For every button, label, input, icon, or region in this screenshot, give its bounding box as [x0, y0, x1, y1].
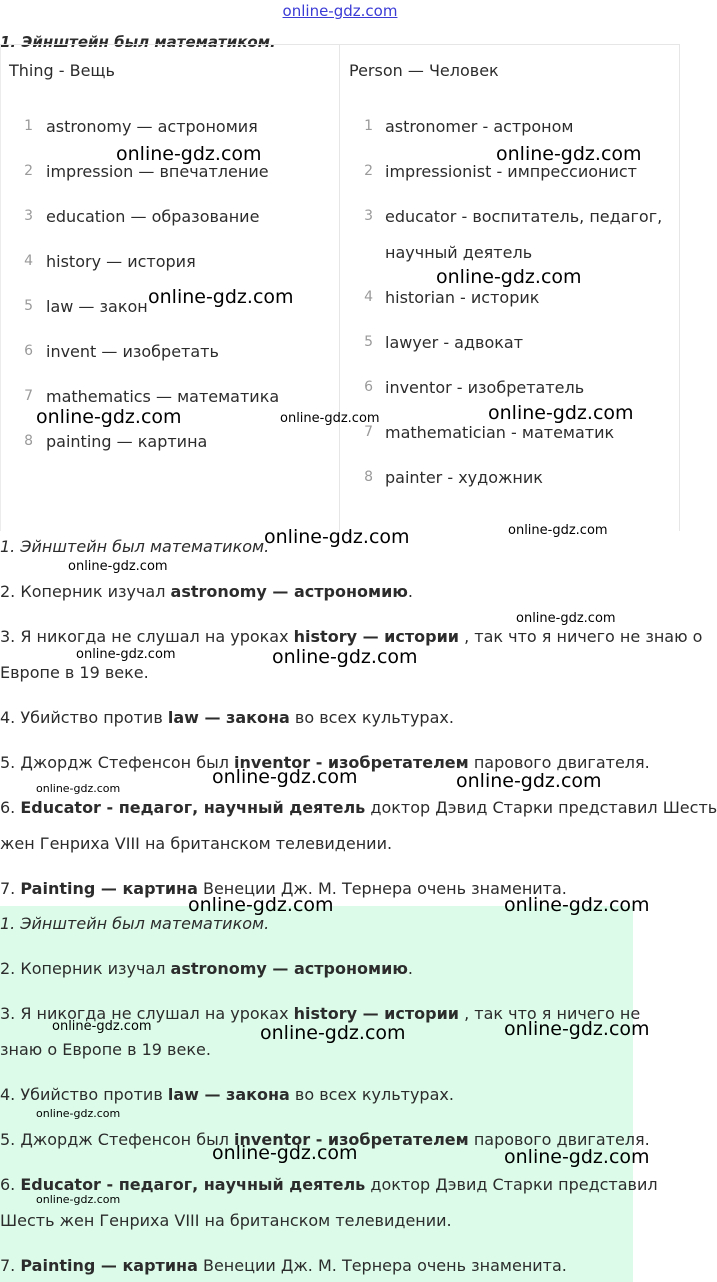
answer-keyword: law — закона — [167, 708, 290, 727]
answer-2 — [0, 582, 413, 601]
item-text: научный деятель — [385, 243, 533, 262]
item-number: 6 — [24, 343, 33, 359]
watermark: online-gdz.com — [504, 1146, 650, 1168]
watermark: online-gdz.com — [36, 1107, 121, 1120]
item-number: 7 — [24, 388, 33, 404]
answer-6-cont — [0, 1211, 452, 1230]
watermark: online-gdz.com — [264, 526, 410, 548]
answer-text: жен Генриха VIII на британском телевидении. — [0, 834, 393, 853]
answer-text: 1. Эйнштейн был математиком. — [0, 914, 270, 933]
persons-column-header: Person — Человек — [349, 61, 499, 80]
answer-text: во всех культурах. — [289, 708, 454, 727]
answer-text: . — [407, 582, 413, 601]
answer-text: 7. — [0, 879, 21, 898]
item-text: impression — впечатление — [46, 162, 269, 181]
answer-text: 6. — [0, 1175, 21, 1194]
answer-keyword: Educator - педагог, научный деятель — [20, 798, 366, 817]
item-text: educator - воспитатель, педагог, — [385, 207, 663, 226]
answer-3 — [0, 627, 702, 646]
answer-text: 3. Я никогда не слушал на уроках — [0, 1004, 294, 1023]
watermark: online-gdz.com — [36, 406, 182, 428]
watermark: online-gdz.com — [116, 143, 262, 165]
item-text: painting — картина — [46, 432, 208, 451]
item-number: 4 — [24, 253, 33, 269]
watermark: online-gdz.com — [508, 523, 608, 538]
watermark: online-gdz.com — [272, 646, 418, 668]
answer-2 — [0, 959, 413, 978]
watermark: online-gdz.com — [188, 894, 334, 916]
item-number: 1 — [364, 118, 373, 134]
answer-keyword: Painting — картина — [20, 879, 198, 898]
answer-4 — [0, 1085, 454, 1104]
item-text: astronomer - астроном — [385, 117, 574, 136]
watermark: online-gdz.com — [504, 1018, 650, 1040]
answer-text: 6. — [0, 798, 21, 817]
answer-text: парового двигателя. — [468, 1130, 650, 1149]
answer-text: доктор Дэвид Старки представил Шесть — [365, 798, 717, 817]
answer-1 — [0, 537, 269, 556]
answer-text: доктор Дэвид Старки представил — [365, 1175, 658, 1194]
watermark: online-gdz.com — [436, 266, 582, 288]
watermark: online-gdz.com — [212, 766, 358, 788]
answer-7 — [0, 1256, 567, 1275]
answer-text: Шесть жен Генриха VIII на британском телевидении. — [0, 1211, 452, 1230]
answer-text: 5. Джордж Стефенсон был — [0, 753, 235, 772]
item-number: 7 — [364, 424, 373, 440]
watermark: online-gdz.com — [488, 402, 634, 424]
clipped-heading: 1. Эйнштейн был математиком. — [0, 33, 276, 51]
answer-text: Европе в 19 веке. — [0, 663, 149, 682]
item-text: education — образование — [46, 207, 260, 226]
answer-keyword: inventor - изобретателем — [234, 1130, 469, 1149]
answer-keyword: astronomy — астрономию — [170, 582, 408, 601]
things-column-header: Thing - Вещь — [9, 61, 115, 80]
watermark: online-gdz.com — [52, 1019, 152, 1034]
answer-keyword: law — закона — [167, 1085, 290, 1104]
watermark: online-gdz.com — [36, 782, 121, 795]
answer-keyword: history — истории — [293, 1004, 459, 1023]
item-text: astronomy — астрономия — [46, 117, 258, 136]
watermark: online-gdz.com — [496, 143, 642, 165]
answer-text: парового двигателя. — [468, 753, 650, 772]
answer-text: , так что я ничего не знаю о — [459, 627, 703, 646]
answer-text: 7. — [0, 1256, 21, 1275]
item-number: 6 — [364, 379, 373, 395]
answer-text: знаю о Европе в 19 веке. — [0, 1040, 211, 1059]
answer-6 — [0, 798, 717, 817]
watermark: online-gdz.com — [504, 894, 650, 916]
item-number: 3 — [364, 208, 373, 224]
answer-keyword: history — истории — [293, 627, 459, 646]
answer-text: 2. Коперник изучал — [0, 582, 171, 601]
item-number: 2 — [364, 163, 373, 179]
watermark: online-gdz.com — [76, 647, 176, 662]
answer-keyword: Educator - педагог, научный деятель — [20, 1175, 366, 1194]
answer-4 — [0, 708, 454, 727]
answer-text: 4. Убийство против — [0, 708, 168, 727]
answer-3-cont — [0, 1040, 211, 1059]
item-text: mathematics — математика — [46, 387, 280, 406]
item-number: 1 — [24, 118, 33, 134]
item-text: invent — изобретать — [46, 342, 219, 361]
answer-6 — [0, 1175, 658, 1194]
site-header-link[interactable]: online-gdz.com — [282, 2, 398, 20]
item-text: history — история — [46, 252, 196, 271]
answer-text: во всех культурах. — [289, 1085, 454, 1104]
answer-text: 2. Коперник изучал — [0, 959, 171, 978]
item-text: mathematician - математик — [385, 423, 615, 442]
answer-text: 3. Я никогда не слушал на уроках — [0, 627, 294, 646]
answer-text: 1. Эйнштейн был математиком. — [0, 537, 270, 556]
item-number: 8 — [24, 433, 33, 449]
answer-text: 4. Убийство против — [0, 1085, 168, 1104]
watermark: online-gdz.com — [260, 1022, 406, 1044]
item-number: 2 — [24, 163, 33, 179]
item-text: inventor - изобретатель — [385, 378, 585, 397]
watermark: online-gdz.com — [148, 286, 294, 308]
answer-3-cont — [0, 663, 149, 682]
watermark: online-gdz.com — [36, 1193, 121, 1206]
item-number: 5 — [364, 334, 373, 350]
answer-text: , так что я ничего не — [459, 1004, 641, 1023]
watermark: online-gdz.com — [68, 559, 168, 574]
item-number: 3 — [24, 208, 33, 224]
watermark: online-gdz.com — [280, 411, 380, 426]
answer-text: Венеции Дж. М. Тернера очень знаменита. — [197, 879, 567, 898]
watermark: online-gdz.com — [456, 770, 602, 792]
item-number: 8 — [364, 469, 373, 485]
answer-6-cont — [0, 834, 392, 853]
answer-1 — [0, 914, 269, 933]
item-number: 5 — [24, 298, 33, 314]
watermark: online-gdz.com — [212, 1142, 358, 1164]
answer-keyword: astronomy — астрономию — [170, 959, 408, 978]
answer-keyword: inventor - изобретателем — [234, 753, 469, 772]
item-text: impressionist - импрессионист — [385, 162, 637, 181]
answer-text: 5. Джордж Стефенсон был — [0, 1130, 235, 1149]
persons-column — [339, 45, 680, 531]
item-text: lawyer - адвокат — [385, 333, 524, 352]
item-text: historian - историк — [385, 288, 540, 307]
item-number: 4 — [364, 289, 373, 305]
watermark: online-gdz.com — [516, 611, 616, 626]
item-text: painter - художник — [385, 468, 543, 487]
answer-keyword: Painting — картина — [20, 1256, 198, 1275]
answer-text: . — [407, 959, 413, 978]
item-text: law — закон — [46, 297, 148, 316]
answer-text: Венеции Дж. М. Тернера очень знаменита. — [197, 1256, 567, 1275]
